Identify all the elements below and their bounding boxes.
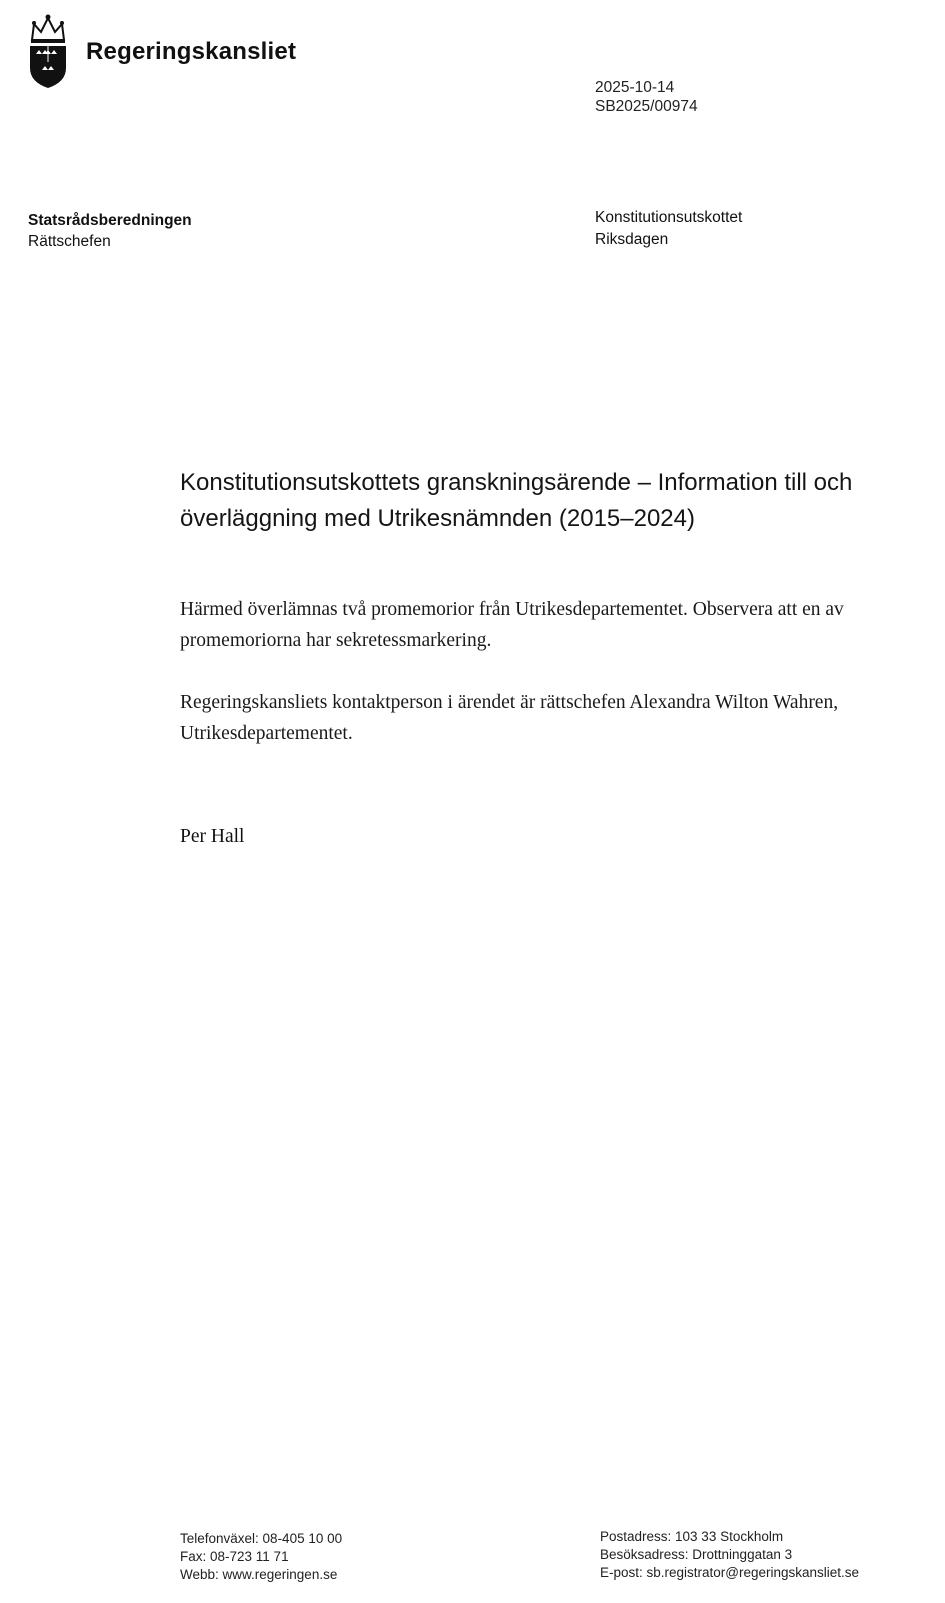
coat-of-arms-logo: [22, 10, 74, 90]
organization-name: Regeringskansliet: [86, 38, 297, 65]
recipient-name: Konstitutionsutskottet: [595, 209, 743, 226]
document-date: 2025-10-14: [595, 79, 675, 96]
footer-email: E-post: sb.registrator@regeringskansliet.se: [600, 1565, 860, 1580]
document-meta: [595, 78, 698, 116]
document-title: Konstitutionsutskottets granskningsärende – Information till och överläggning med Utrikesnämnden (2015–2024): [180, 469, 853, 532]
footer-fax: Fax: 08-723 11 71: [180, 1549, 289, 1564]
body-paragraph: Regeringskansliets kontaktperson i ärendet är rättschefen Alexandra Wilton Wahren, Utrikesdepartementet.: [180, 692, 839, 744]
sender-department: Statsrådsberedningen: [28, 212, 192, 229]
recipient-body: Riksdagen: [595, 231, 669, 248]
footer-contact: [180, 1530, 342, 1584]
signature-name: Per Hall: [180, 826, 245, 847]
footer-website: Webb: www.regeringen.se: [180, 1567, 338, 1582]
sender-block: [28, 210, 192, 252]
body-paragraph: Härmed överlämnas två promemorior från Utrikesdepartementet. Observera att en av promemoriorna har sekretessmarkering.: [180, 599, 844, 651]
sender-unit: Rättschefen: [28, 233, 111, 250]
footer-phone: Telefonväxel: 08-405 10 00: [180, 1531, 343, 1546]
document-reference: SB2025/00974: [595, 98, 698, 115]
crown-shield-icon: [22, 10, 74, 90]
footer-visiting-address: Besöksadress: Drottninggatan 3: [600, 1547, 793, 1562]
recipient-block: [595, 207, 742, 251]
footer-address: [600, 1528, 859, 1582]
footer-postal-address: Postadress: 103 33 Stockholm: [600, 1529, 784, 1544]
